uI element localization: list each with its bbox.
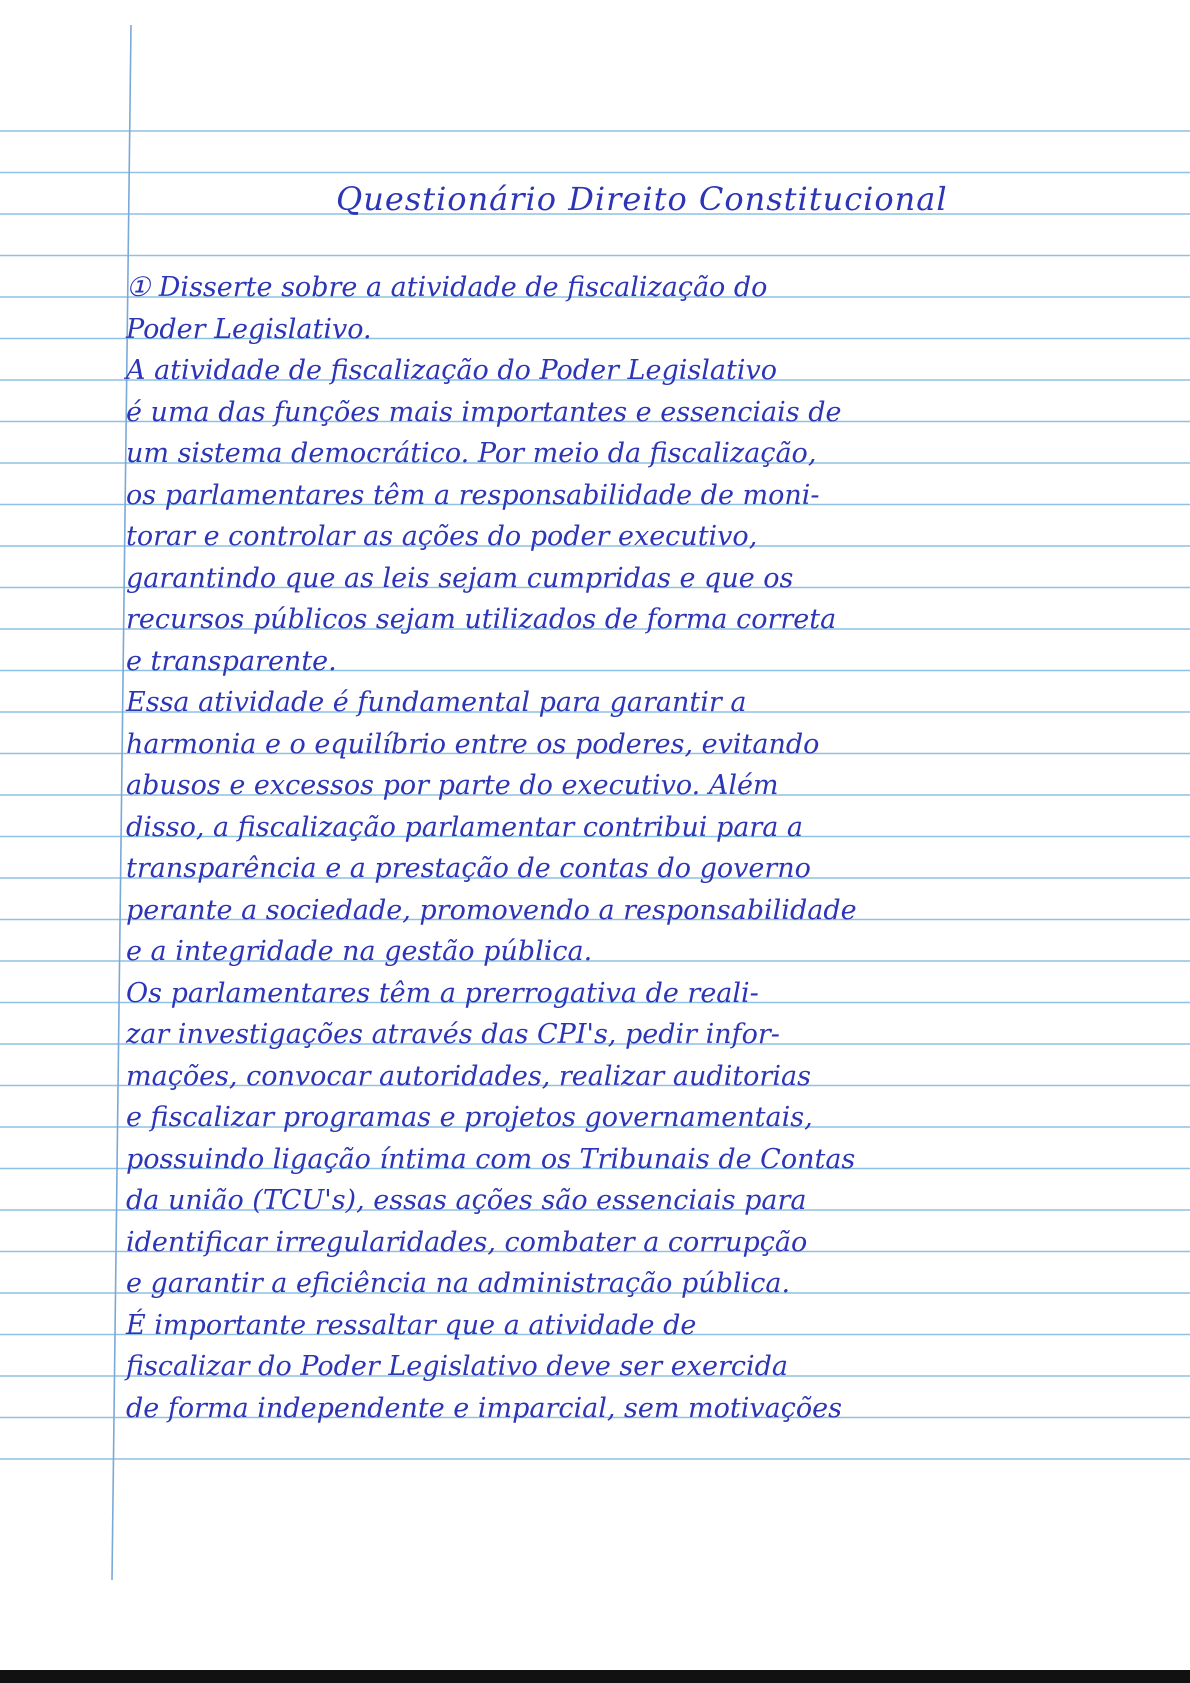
text-line: da união (TCU's), essas ações são essenciais para (126, 1185, 807, 1216)
page-title: Questionário Direito Constitucional (336, 180, 948, 218)
text-line: Poder Legislativo. (126, 313, 372, 345)
text-line: identificar irregularidades, combater a corrupção (126, 1226, 808, 1258)
text-line: ① Disserte sobre a atividade de fiscalização do (126, 272, 768, 303)
text-line: e fiscalizar programas e projetos governamentais, (126, 1102, 813, 1133)
text-line: É importante ressaltar que a atividade de (126, 1309, 697, 1341)
text-line: perante a sociedade, promovendo a responsabilidade (126, 894, 857, 926)
text-line: harmonia e o equilíbrio entre os poderes, evitando (126, 728, 820, 760)
text-line: e garantir a eficiência na administração pública. (126, 1268, 791, 1299)
text-line: de forma independente e imparcial, sem motivações (126, 1392, 842, 1424)
text-line: mações, convocar autoridades, realizar auditorias (126, 1060, 811, 1092)
text-line: recursos públicos sejam utilizados de forma correta (126, 604, 837, 635)
text-line: os parlamentares têm a responsabilidade de moni- (126, 479, 820, 511)
text-line: e transparente. (126, 645, 337, 677)
text-line: Essa atividade é fundamental para garantir a (126, 687, 747, 718)
text-line: torar e controlar as ações do poder executivo, (126, 521, 758, 552)
text-line: abusos e excessos por parte do executivo. Além (126, 770, 779, 801)
text-line: Os parlamentares têm a prerrogativa de reali- (126, 977, 759, 1009)
scan-edge (0, 1670, 1190, 1683)
text-line: transparência e a prestação de contas do governo (126, 853, 811, 884)
text-line: zar investigações através das CPI's, pedir infor- (126, 1019, 780, 1050)
text-line: é uma das funções mais importantes e essenciais de (126, 396, 842, 428)
text-line: um sistema democrático. Por meio da fiscalização, (126, 438, 817, 469)
text-line: disso, a fiscalização parlamentar contribui para a (126, 811, 804, 843)
text-line: fiscalizar do Poder Legislativo deve ser exercida (126, 1351, 788, 1382)
text-line: e a integridade na gestão pública. (126, 936, 593, 967)
text-line: possuindo ligação íntima com os Tribunais de Contas (126, 1143, 856, 1175)
text-line: A atividade de fiscalização do Poder Legislativo (126, 355, 777, 386)
text-line: garantindo que as leis sejam cumpridas e que os (126, 562, 794, 594)
